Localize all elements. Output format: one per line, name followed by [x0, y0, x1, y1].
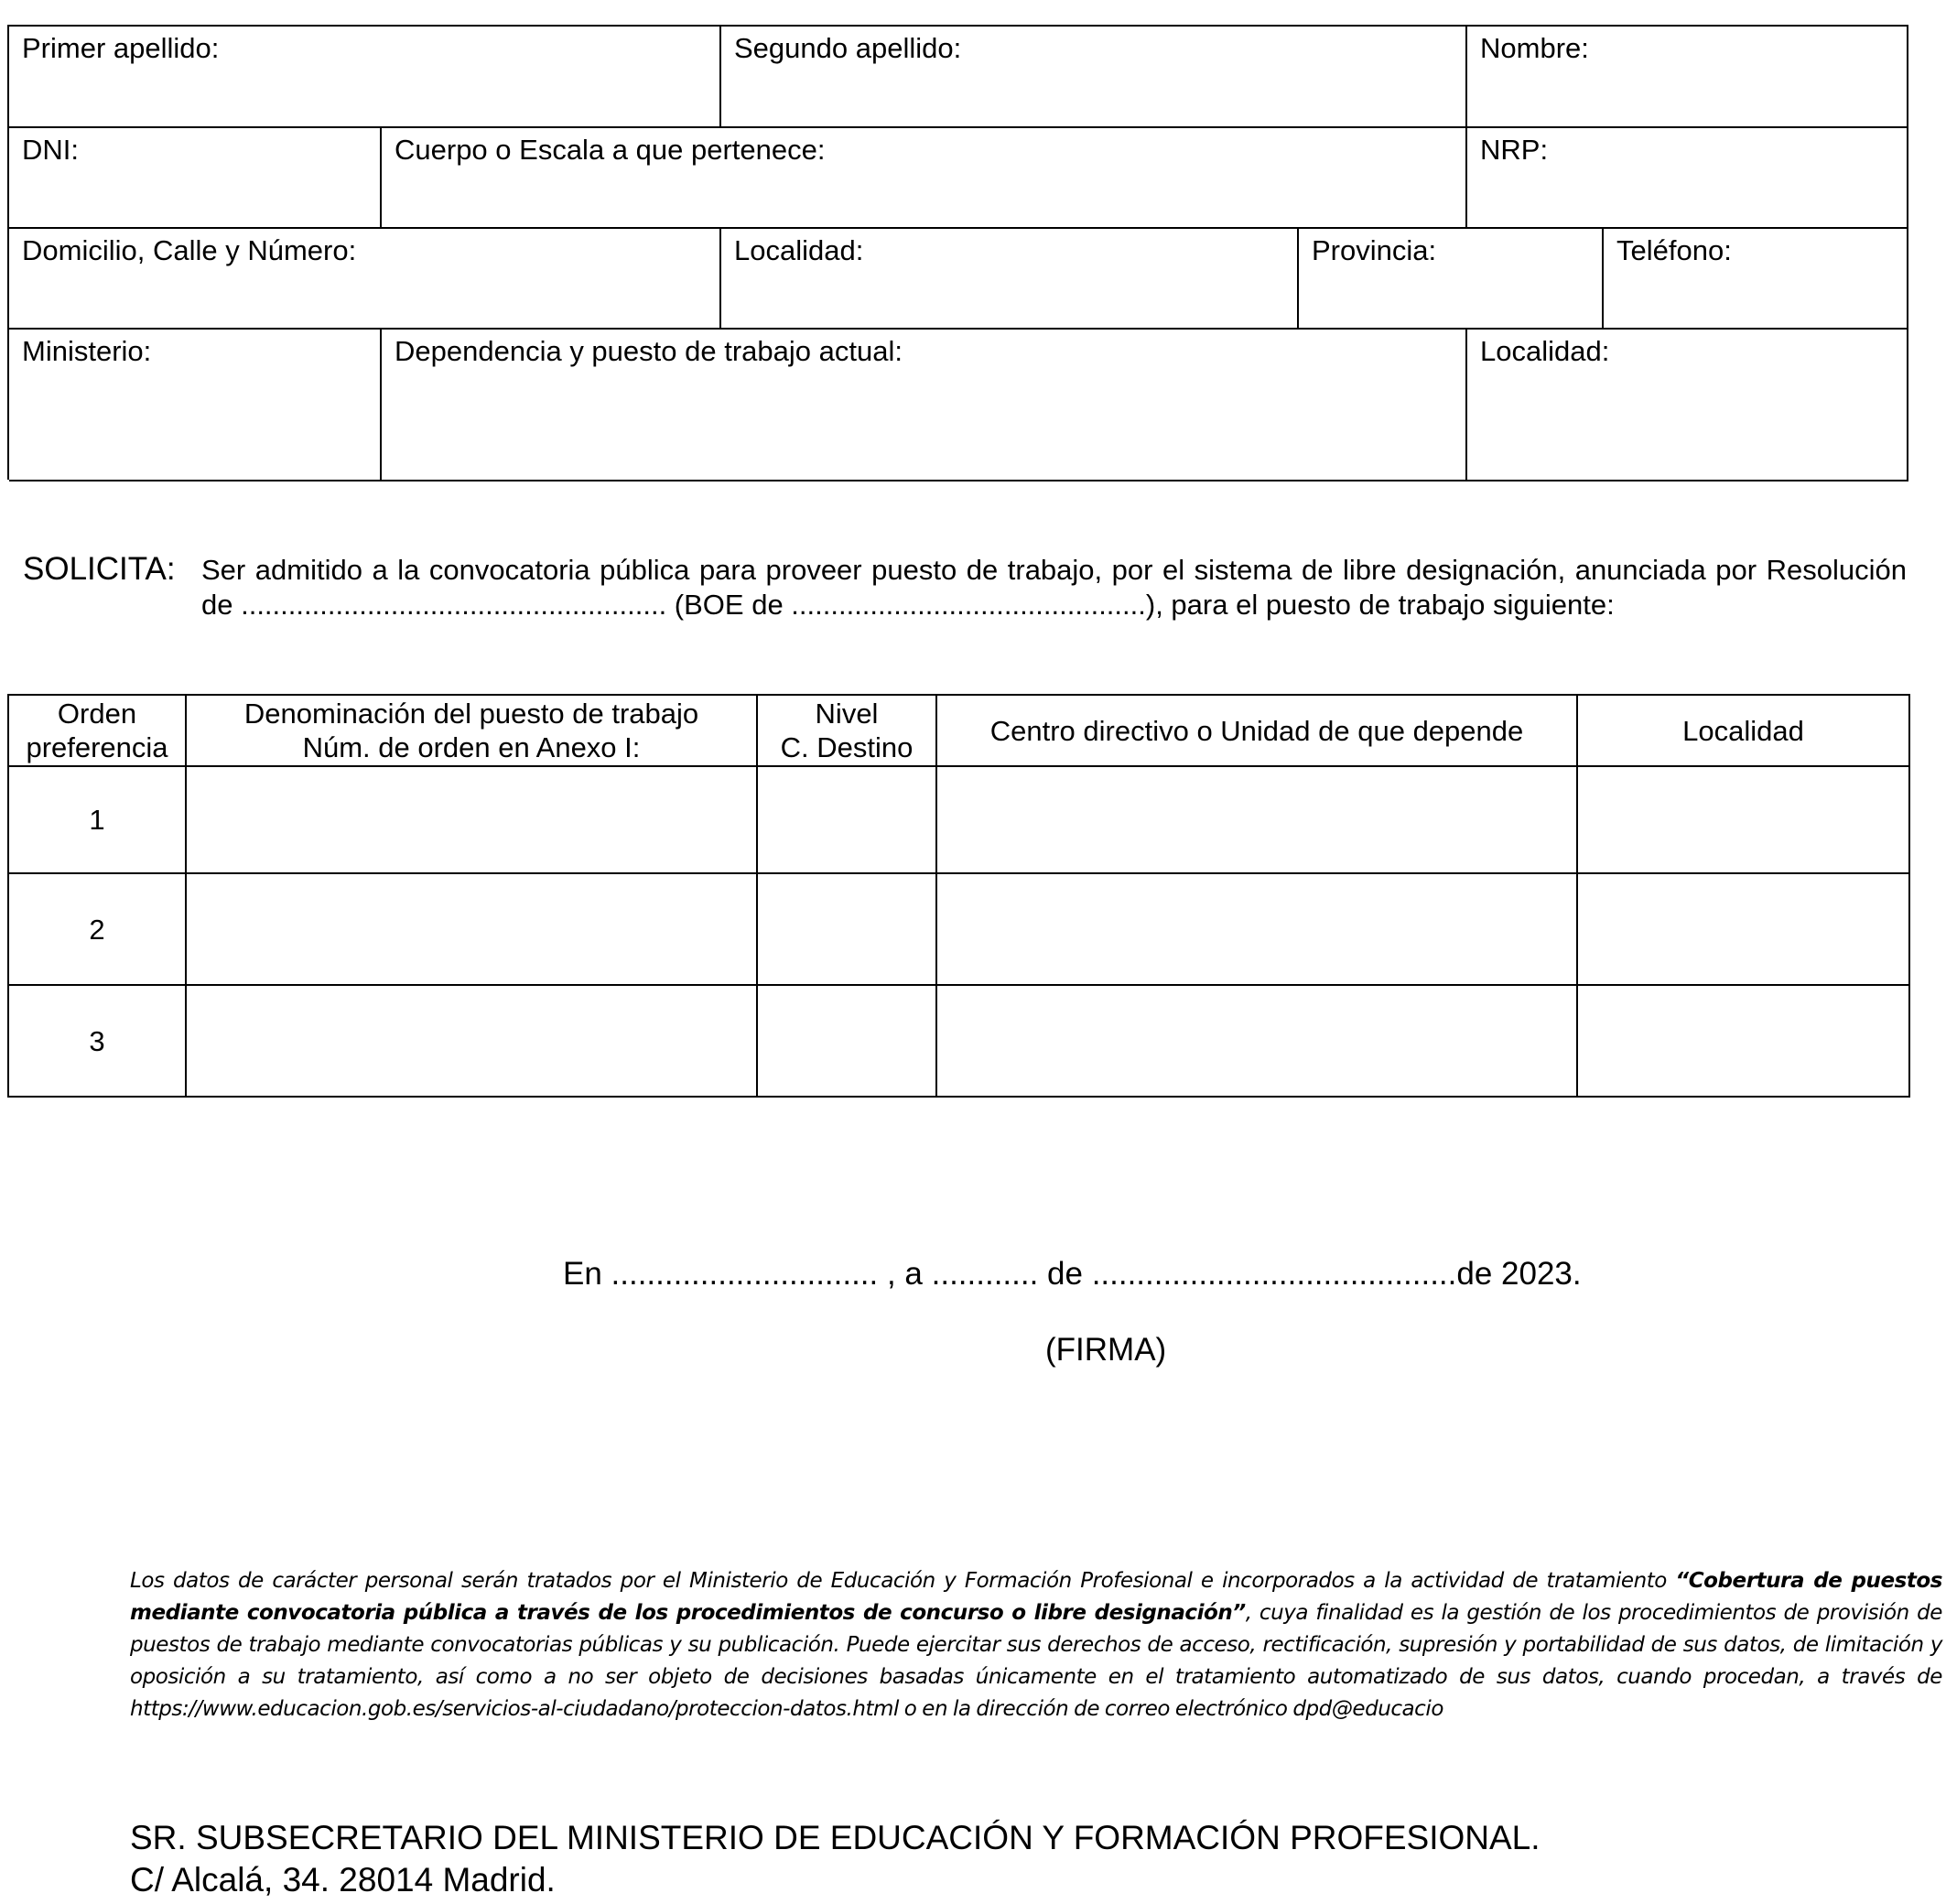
primer-apellido-label: Primer apellido:	[22, 32, 220, 64]
header-centro: Centro directivo o Unidad de que depende	[936, 695, 1577, 766]
ministerio-field[interactable]	[9, 330, 382, 481]
header-denominacion-line2: Núm. de orden en Anexo I:	[302, 731, 641, 763]
header-nivel	[757, 695, 936, 766]
nivel-cell[interactable]	[757, 985, 936, 1097]
centro-cell[interactable]	[936, 985, 1577, 1097]
solicita-label: SOLICITA:	[23, 551, 176, 587]
localidad-trabajo-field[interactable]	[1467, 330, 1908, 481]
nivel-cell[interactable]	[757, 766, 936, 873]
nrp-field[interactable]	[1467, 128, 1908, 229]
dni-field[interactable]	[9, 128, 382, 229]
table-header-row	[8, 695, 1909, 766]
domicilio-label: Domicilio, Calle y Número:	[22, 234, 357, 266]
table-row	[8, 873, 1909, 985]
privacy-text-part2: , cuya finalidad es la gestión de los procedimientos de provisión de puestos de trabajo mediante convocatorias públicas y su publicación. Puede ejercitar sus derechos de acceso, rectificación, supresión y portabilidad de sus datos, de limitación y oposición a su tratamiento, así como a no ser objeto de decisiones basadas únicamente en el tratamiento automatizado de sus datos, cuando procedan, a través de https://www.educacion.gob.es/servicios-al-ciudadano/proteccion-datos.html o en la dirección de correo electrónico dpd@educacio	[130, 1601, 1942, 1721]
orden-cell: 3	[8, 985, 186, 1097]
privacy-notice	[130, 1565, 1942, 1726]
header-denominacion	[186, 695, 757, 766]
telefono-label: Teléfono:	[1616, 234, 1732, 266]
posts-table	[7, 694, 1910, 1098]
solicita-text: Ser admitido a la convocatoria pública para proveer puesto de trabajo, por el sistema de libre designación, anunciada por Resolución de ...................................................... (BOE de .............................................), para el puesto de trabajo siguiente:	[201, 554, 1907, 621]
privacy-treatment-name: “Cobertura de puestos mediante convocatoria pública a través de los procedimientos de concurso o libre designación”	[130, 1569, 1943, 1625]
header-orden-line2: preferencia	[26, 731, 168, 763]
localidad-field[interactable]	[721, 229, 1299, 330]
denominacion-cell[interactable]	[186, 766, 757, 873]
provincia-field[interactable]	[1299, 229, 1604, 330]
ministerio-label: Ministerio:	[22, 335, 152, 367]
table-row	[8, 985, 1909, 1097]
header-orden-line1: Orden	[57, 698, 137, 730]
localidad-cell[interactable]	[1577, 985, 1909, 1097]
nrp-label: NRP:	[1480, 134, 1549, 166]
centro-cell[interactable]	[936, 873, 1577, 985]
nombre-label: Nombre:	[1480, 32, 1589, 64]
cuerpo-escala-field[interactable]	[382, 128, 1467, 229]
cuerpo-escala-label: Cuerpo o Escala a que pertenece:	[395, 134, 826, 166]
orden-cell: 1	[8, 766, 186, 873]
nombre-field[interactable]	[1467, 27, 1908, 128]
centro-cell[interactable]	[936, 766, 1577, 873]
dependencia-label: Dependencia y puesto de trabajo actual:	[395, 335, 903, 367]
header-denominacion-line1: Denominación del puesto de trabajo	[243, 698, 699, 730]
personal-data-grid	[7, 25, 1908, 480]
orden-cell: 2	[8, 873, 186, 985]
addressee-line1: SR. SUBSECRETARIO DEL MINISTERIO DE EDUCACIÓN Y FORMACIÓN PROFESIONAL.	[130, 1819, 1541, 1856]
localidad-trabajo-label: Localidad:	[1480, 335, 1610, 367]
header-nivel-line1: Nivel	[815, 698, 879, 730]
provincia-label: Provincia:	[1312, 234, 1437, 266]
segundo-apellido-label: Segundo apellido:	[734, 32, 962, 64]
primer-apellido-field[interactable]	[9, 27, 721, 128]
table-row	[8, 766, 1909, 873]
privacy-text-part1: Los datos de carácter personal serán tratados por el Ministerio de Educación y Formación Profesional e incorporados a la actividad de tratamiento	[130, 1569, 1676, 1593]
localidad-cell[interactable]	[1577, 873, 1909, 985]
denominacion-cell[interactable]	[186, 873, 757, 985]
addressee-block	[130, 1817, 1541, 1901]
header-nivel-line2: C. Destino	[780, 731, 914, 763]
signature-label: (FIRMA)	[1045, 1332, 1167, 1368]
telefono-field[interactable]	[1604, 229, 1908, 330]
localidad-cell[interactable]	[1577, 766, 1909, 873]
nivel-cell[interactable]	[757, 873, 936, 985]
dni-label: DNI:	[22, 134, 79, 166]
header-localidad: Localidad	[1577, 695, 1909, 766]
date-line[interactable]: En .............................. , a ............ de .........................................de 2023.	[563, 1256, 1582, 1292]
domicilio-field[interactable]	[9, 229, 721, 330]
denominacion-cell[interactable]	[186, 985, 757, 1097]
header-orden	[8, 695, 186, 766]
segundo-apellido-field[interactable]	[721, 27, 1467, 128]
localidad-label: Localidad:	[734, 234, 864, 266]
addressee-line2: C/ Alcalá, 34. 28014 Madrid.	[130, 1861, 556, 1899]
dependencia-field[interactable]	[382, 330, 1467, 481]
